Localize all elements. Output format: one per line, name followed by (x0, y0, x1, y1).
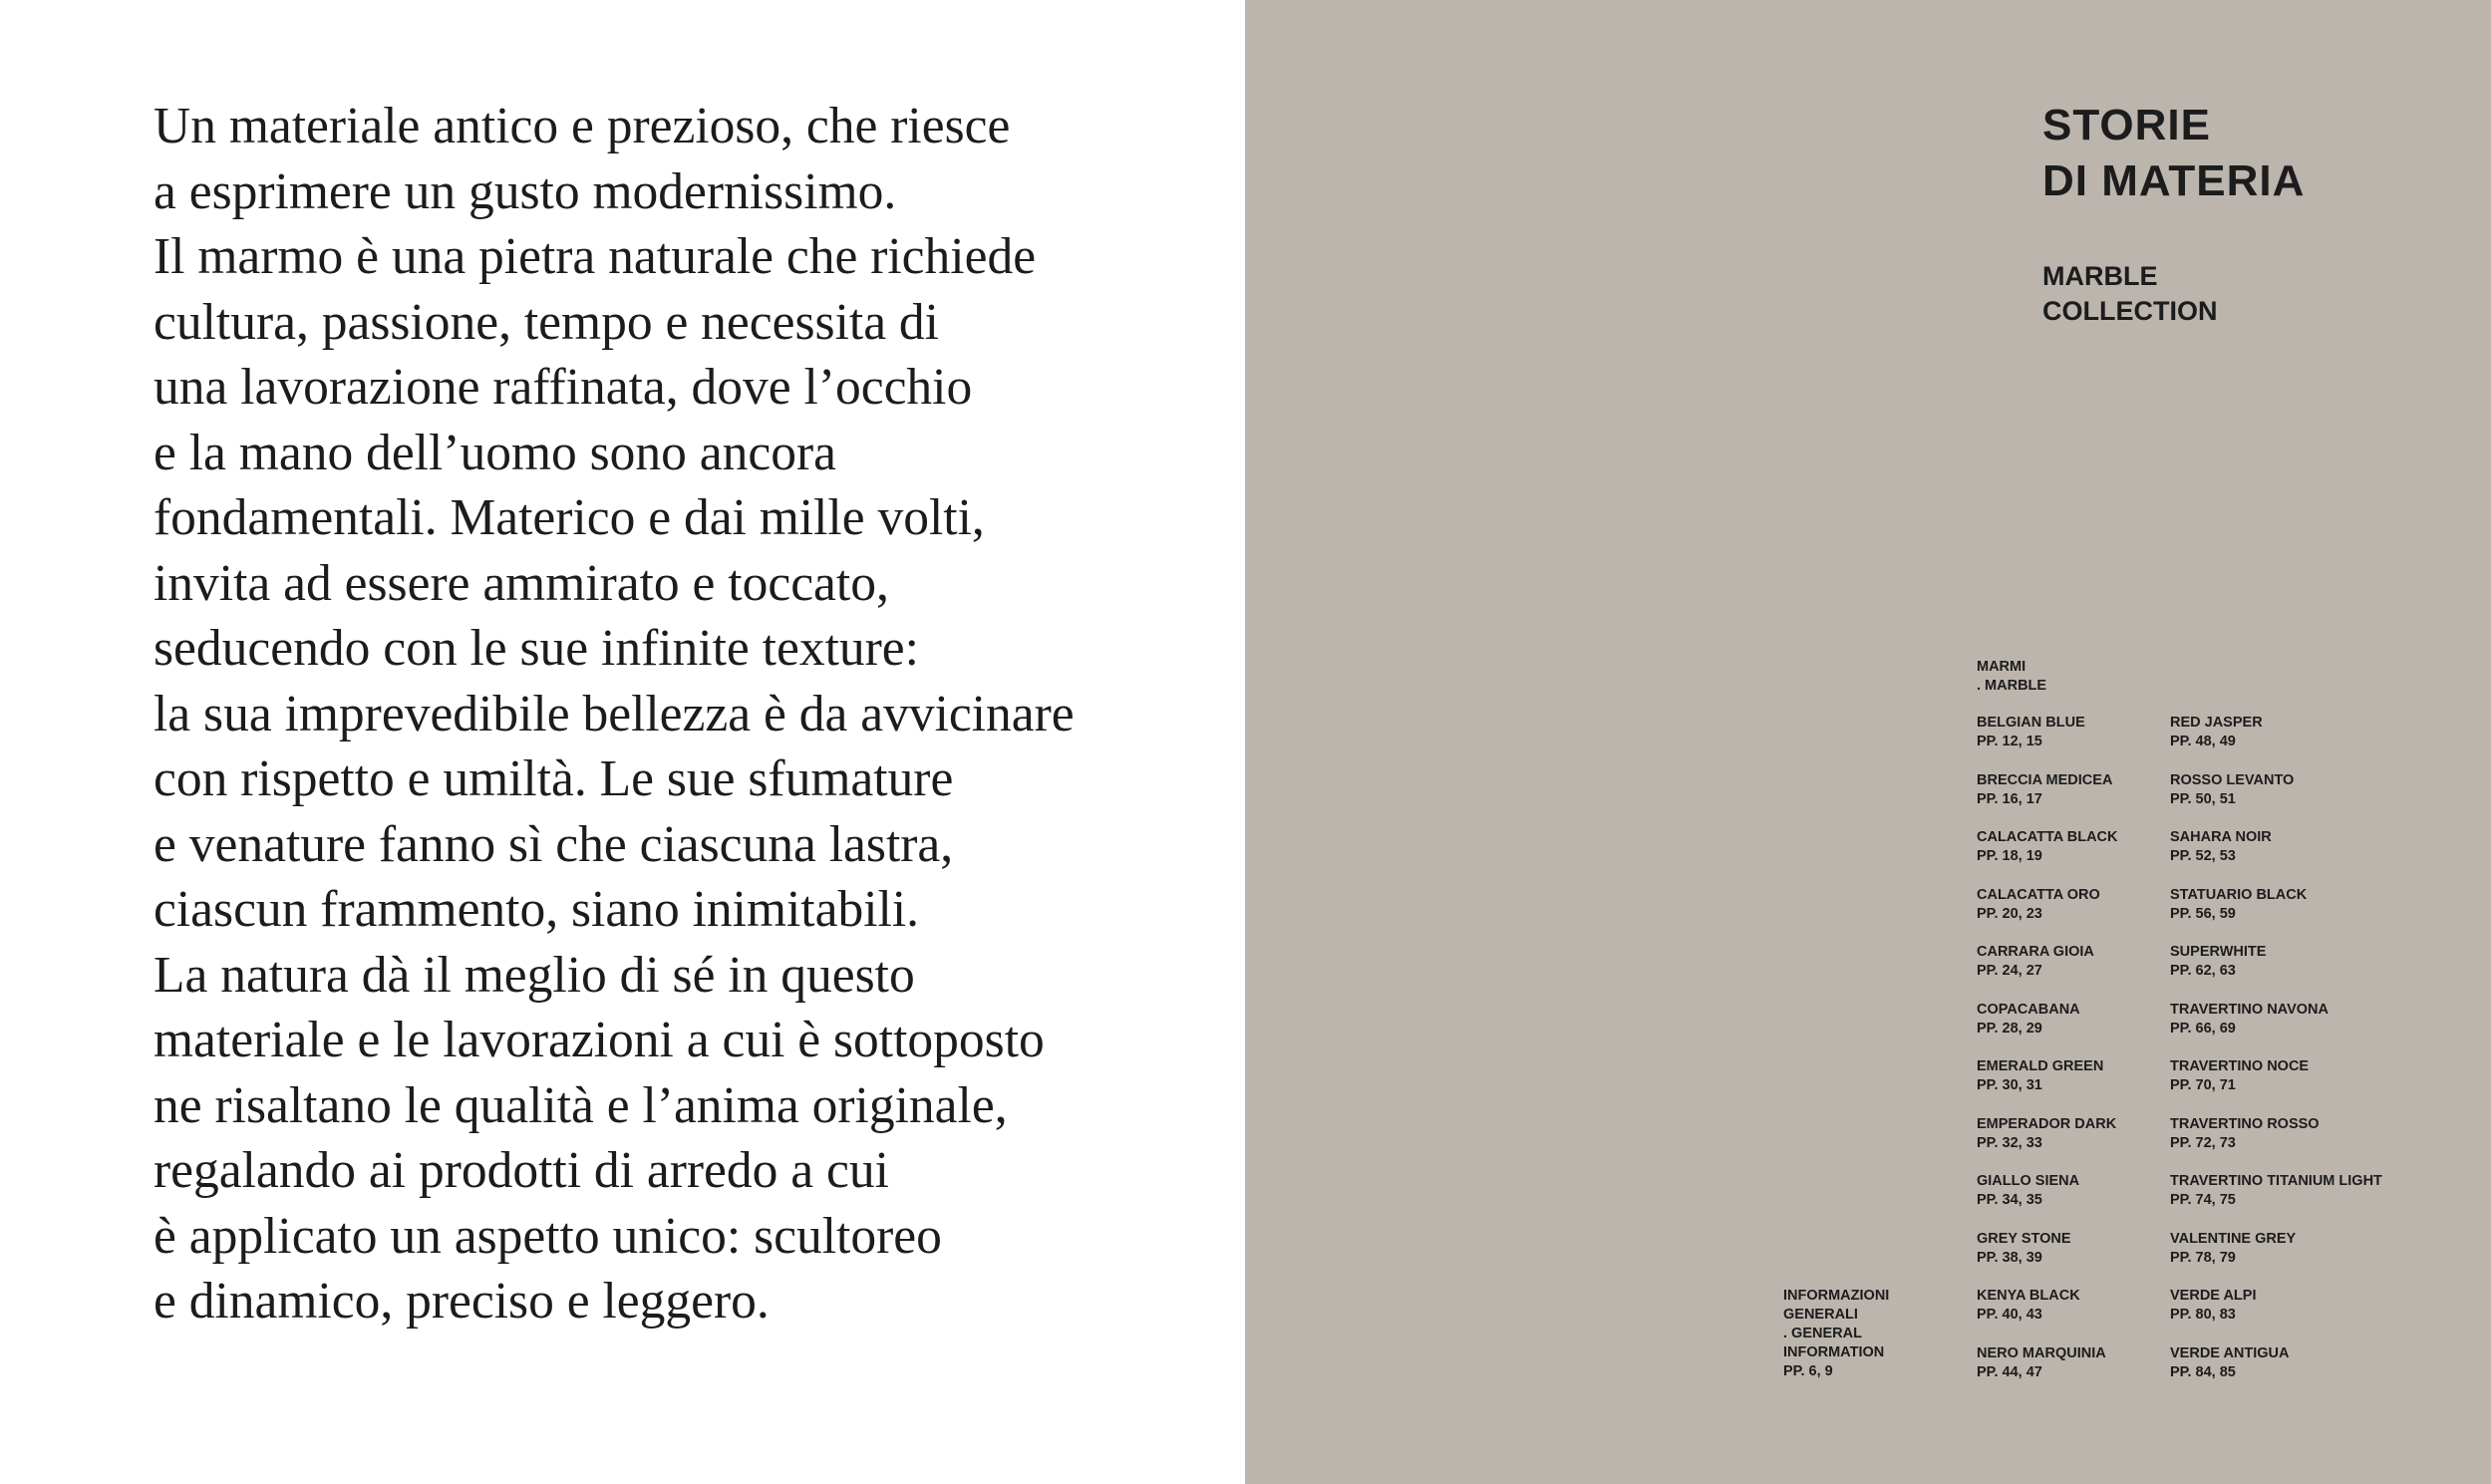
index-entry[interactable] (2170, 1172, 2382, 1230)
title-line: DI MATERIA (2042, 156, 2306, 205)
entry-pages: PP. 12, 15 (1977, 734, 2042, 749)
index-entry[interactable] (1977, 1344, 2117, 1402)
index-entry[interactable] (1977, 714, 2117, 771)
entry-pages: PP. 84, 85 (2170, 1363, 2236, 1380)
intro-line: invita ad essere ammirato e toccato, (154, 554, 889, 612)
entry-name: GIALLO SIENA (1977, 1173, 2080, 1189)
entry-pages: PP. 72, 73 (2170, 1134, 2236, 1151)
index-entry[interactable] (2170, 1230, 2382, 1288)
index-entry[interactable] (1977, 1230, 2117, 1288)
entry-name: VALENTINE GREY (2170, 1230, 2297, 1247)
index-heading (1977, 658, 2046, 696)
entry-name: TRAVERTINO NAVONA (2170, 1001, 2329, 1018)
entry-pages: PP. 24, 27 (1977, 963, 2042, 979)
entry-name: TRAVERTINO TITANIUM LIGHT (2170, 1173, 2382, 1189)
title-line: STORIE (2042, 101, 2212, 149)
index-entry[interactable] (2170, 1344, 2382, 1402)
index-column-2 (2170, 714, 2382, 1401)
intro-line: La natura dà il meglio di sé in questo (154, 946, 915, 1004)
index-entry[interactable] (2170, 1057, 2382, 1115)
entry-pages: PP. 78, 79 (2170, 1249, 2236, 1266)
entry-pages: PP. 48, 49 (2170, 734, 2236, 749)
entry-pages: PP. 56, 59 (2170, 905, 2236, 922)
entry-pages: PP. 70, 71 (2170, 1077, 2236, 1093)
collection-subtitle (2042, 259, 2218, 329)
intro-line: cultura, passione, tempo e necessita di (154, 293, 939, 351)
index-entry[interactable] (2170, 886, 2382, 944)
intro-paragraph (154, 94, 1210, 1335)
index-entry[interactable] (1977, 771, 2117, 829)
entry-name: CALACATTA BLACK (1977, 829, 2118, 845)
entry-name: TRAVERTINO NOCE (2170, 1058, 2310, 1074)
intro-line: è applicato un aspetto unico: scultoreo (154, 1207, 942, 1265)
index-entry[interactable] (1977, 1001, 2117, 1058)
index-entry[interactable] (2170, 771, 2382, 829)
entry-pages: PP. 44, 47 (1977, 1363, 2042, 1380)
entry-name: EMPERADOR DARK (1977, 1115, 2117, 1132)
entry-pages: PP. 38, 39 (1977, 1249, 2042, 1266)
entry-pages: PP. 52, 53 (2170, 848, 2236, 864)
index-entry[interactable] (1977, 886, 2117, 944)
index-entry[interactable] (2170, 714, 2382, 771)
entry-pages: PP. 62, 63 (2170, 963, 2236, 979)
entry-pages: PP. 50, 51 (2170, 790, 2236, 807)
entry-name: STATUARIO BLACK (2170, 886, 2308, 903)
entry-pages: PP. 32, 33 (1977, 1134, 2042, 1151)
entry-name: NERO MARQUINIA (1977, 1344, 2106, 1361)
intro-line: e dinamico, preciso e leggero. (154, 1273, 770, 1330)
entry-name: COPACABANA (1977, 1001, 2080, 1018)
index-entry[interactable] (1977, 943, 2117, 1001)
intro-line: Il marmo è una pietra naturale che richiede (154, 228, 1037, 285)
entry-pages: PP. 66, 69 (2170, 1020, 2236, 1037)
intro-line: ciascun frammento, siano inimitabili. (154, 881, 920, 938)
intro-line: fondamentali. Materico e dai mille volti, (154, 489, 985, 546)
general-information-entry[interactable] (1783, 1287, 1889, 1381)
entry-pages: PP. 34, 35 (1977, 1192, 2042, 1208)
entry-name: VERDE ALPI (2170, 1288, 2257, 1304)
general-info-line: GENERALI (1783, 1307, 1858, 1323)
subtitle-line: MARBLE (2042, 261, 2158, 291)
entry-name: ROSSO LEVANTO (2170, 771, 2295, 788)
intro-line: ne risaltano le qualità e l’anima originale, (154, 1076, 1008, 1134)
entry-pages: PP. 74, 75 (2170, 1192, 2236, 1208)
general-info-line: . GENERAL (1783, 1326, 1862, 1341)
intro-line: con rispetto e umiltà. Le sue sfumature (154, 750, 954, 807)
entry-name: KENYA BLACK (1977, 1288, 2080, 1304)
index-column-1 (1977, 714, 2117, 1401)
general-info-line: INFORMAZIONI (1783, 1288, 1890, 1304)
entry-pages: PP. 16, 17 (1977, 790, 2042, 807)
index-entry[interactable] (1977, 1057, 2117, 1115)
entry-name: EMERALD GREEN (1977, 1058, 2104, 1074)
intro-line: Un materiale antico e prezioso, che riesce (154, 98, 1011, 154)
intro-line: la sua imprevedibile bellezza è da avvicinare (154, 685, 1075, 742)
index-entry[interactable] (1977, 1287, 2117, 1344)
index-entry[interactable] (2170, 828, 2382, 886)
intro-line: e venature fanno sì che ciascuna lastra, (154, 815, 954, 873)
index-entry[interactable] (1977, 1172, 2117, 1230)
index-entry[interactable] (2170, 1115, 2382, 1173)
intro-line: una lavorazione raffinata, dove l’occhio (154, 359, 973, 416)
index-entry[interactable] (2170, 1001, 2382, 1058)
intro-line: a esprimere un gusto modernissimo. (154, 162, 897, 220)
intro-line: seducendo con le sue infinite texture: (154, 620, 919, 677)
entry-pages: PP. 20, 23 (1977, 905, 2042, 922)
index-heading-line: . MARBLE (1977, 678, 2047, 694)
entry-name: SAHARA NOIR (2170, 829, 2272, 845)
entry-name: BELGIAN BLUE (1977, 715, 2085, 731)
entry-name: RED JASPER (2170, 715, 2263, 731)
index-entry[interactable] (2170, 943, 2382, 1001)
entry-name: CARRARA GIOIA (1977, 944, 2094, 960)
right-page (1245, 0, 2491, 1484)
index-heading-line: MARMI (1977, 659, 2026, 675)
entry-pages: PP. 18, 19 (1977, 848, 2042, 864)
entry-pages: PP. 80, 83 (2170, 1307, 2236, 1323)
entry-pages: PP. 30, 31 (1977, 1077, 2042, 1093)
general-info-pages: PP. 6, 9 (1783, 1363, 1833, 1379)
entry-name: VERDE ANTIGUA (2170, 1344, 2290, 1361)
intro-line: e la mano dell’uomo sono ancora (154, 424, 837, 481)
entry-name: SUPERWHITE (2170, 944, 2267, 960)
index-entry[interactable] (2170, 1287, 2382, 1344)
intro-line: regalando ai prodotti di arredo a cui (154, 1142, 889, 1199)
general-info-line: INFORMATION (1783, 1344, 1885, 1360)
subtitle-line: COLLECTION (2042, 296, 2218, 326)
entry-name: BRECCIA MEDICEA (1977, 771, 2113, 788)
index-entry[interactable] (1977, 828, 2117, 886)
entry-name: GREY STONE (1977, 1230, 2071, 1247)
intro-line: materiale e le lavorazioni a cui è sottoposto (154, 1012, 1045, 1068)
entry-name: TRAVERTINO ROSSO (2170, 1115, 2320, 1132)
index-entry[interactable] (1977, 1115, 2117, 1173)
left-page (0, 0, 1245, 1484)
entry-pages: PP. 28, 29 (1977, 1020, 2042, 1037)
entry-pages: PP. 40, 43 (1977, 1307, 2042, 1323)
page-title (2042, 98, 2305, 209)
entry-name: CALACATTA ORO (1977, 886, 2100, 903)
